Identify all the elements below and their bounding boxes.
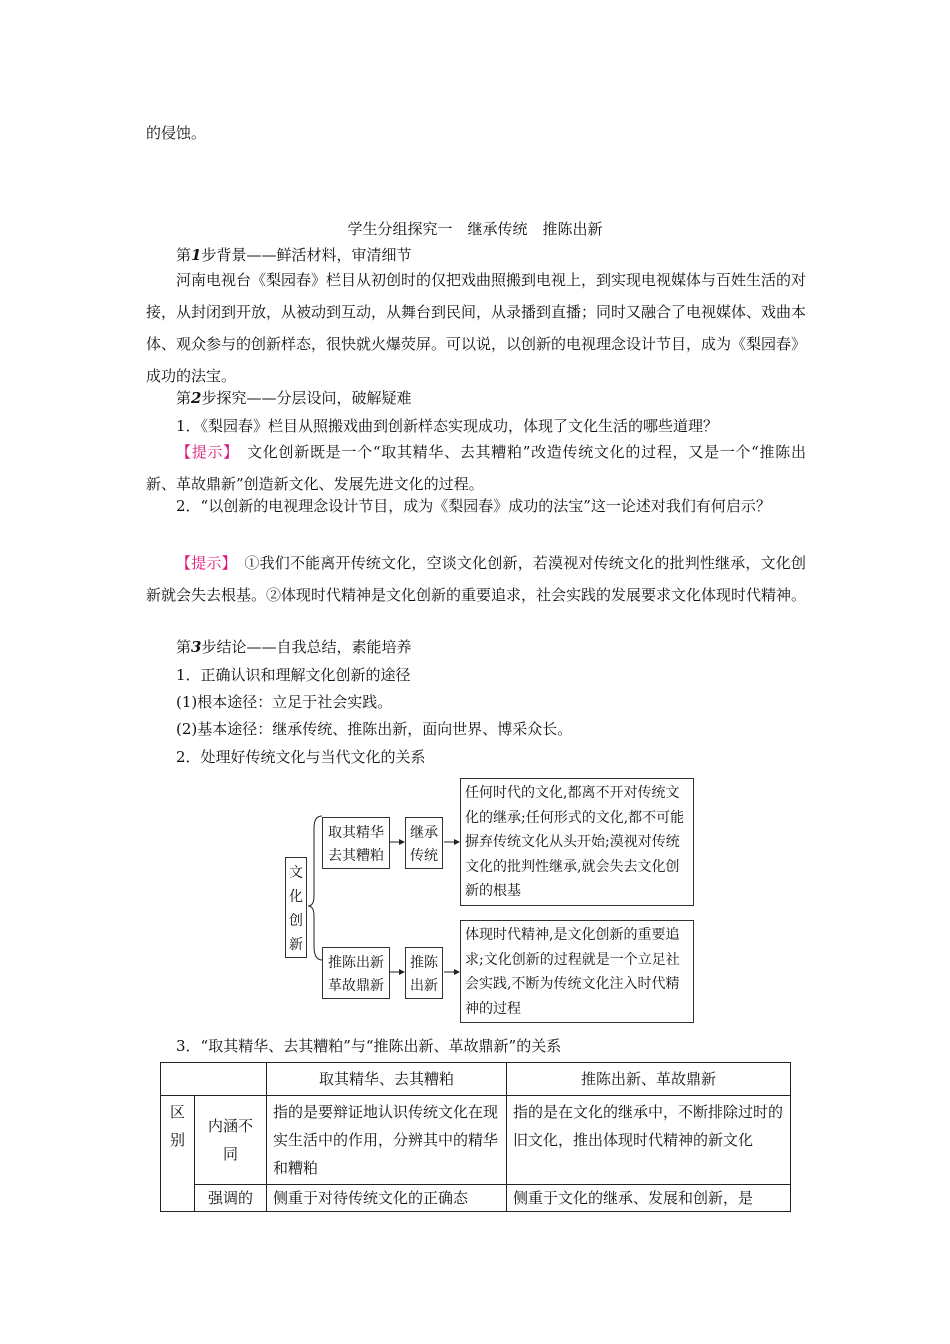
step1-prefix: 第 bbox=[176, 246, 192, 264]
table-row bbox=[161, 1096, 791, 1185]
node-renew: 推陈出新革故鼎新 bbox=[322, 947, 390, 999]
table-cell: 侧重于对待传统文化的正确态 bbox=[267, 1185, 507, 1212]
hint-label: 【提示】 bbox=[176, 554, 230, 572]
node-innovate: 推陈出新 bbox=[405, 947, 443, 999]
table-header: 取其精华、去其糟粕 bbox=[267, 1063, 507, 1096]
section-title: 学生分组探究一 继承传统 推陈出新 bbox=[347, 220, 603, 238]
table-cell: 指的是在文化的继承中，不断排除过时的旧文化，推出体现时代精神的新文化 bbox=[507, 1096, 791, 1185]
answer-1-text: 文化创新既是一个“取其精华、去其糟粕”改造传统文化的过程，又是一个“推陈出新、革故鼎新”创造新文化、发展先进文化的过程。 bbox=[146, 443, 806, 493]
step3-prefix: 第 bbox=[176, 638, 192, 656]
table-header: 推陈出新、革故鼎新 bbox=[507, 1063, 791, 1096]
comparison-table bbox=[160, 1062, 791, 1212]
background-paragraph: 河南电视台《梨园春》栏目从初创时的仅把戏曲照搬到电视上，到实现电视媒体与百姓生活的对接，从封闭到开放，从被动到互动，从舞台到民间，从录播到直播；同时又融合了电视媒体、戏曲本体、观众参与的创新样态，很快就火爆荧屏。可以说，以创新的电视理念设计节目，成为《梨园春》成功的法宝。 bbox=[146, 271, 807, 385]
hint-label: 【提示】 bbox=[176, 443, 232, 461]
conclusion-3: 3．“取其精华、去其糟粕”与“推陈出新、革故鼎新”的关系 bbox=[176, 1037, 562, 1055]
table-cell: 侧重于文化的继承、发展和创新，是 bbox=[507, 1185, 791, 1212]
table-cell: 指的是要辩证地认识传统文化在现实生活中的作用，分辨其中的精华和糟粕 bbox=[267, 1096, 507, 1185]
node-refine-tradition: 取其精华去其糟粕 bbox=[322, 817, 390, 869]
conclusion-1: 1．正确认识和理解文化创新的途径 bbox=[176, 666, 411, 684]
table-row bbox=[161, 1185, 791, 1212]
root-char: 文 bbox=[289, 865, 303, 881]
question-2: 2．“以创新的电视理念设计节目，成为《梨园春》成功的法宝”这一论述对我们有何启示？ bbox=[176, 497, 771, 515]
root-char: 新 bbox=[289, 937, 303, 953]
step1-title: 步背景——鲜活材料，审清细节 bbox=[201, 246, 412, 264]
node-innovate-explanation: 体现时代精神,是文化创新的重要追求;文化创新的过程就是一个立足社会实践,不断为传统文化注入时代精神的过程 bbox=[460, 920, 694, 1023]
brace bbox=[308, 816, 322, 960]
row-label: 强调的 bbox=[195, 1185, 267, 1212]
step1-number: 1 bbox=[191, 246, 202, 264]
root-char: 创 bbox=[289, 913, 303, 929]
group-label: 区别 bbox=[161, 1096, 195, 1212]
step2-prefix: 第 bbox=[176, 389, 192, 407]
step3-title: 步结论——自我总结，素能培养 bbox=[201, 638, 412, 656]
answer-2-text: ①我们不能离开传统文化，空谈文化创新，若漠视对传统文化的批判性继承，文化创新就会失去根基。②体现时代精神是文化创新的重要追求，社会实践的发展要求文化体现时代精神。 bbox=[146, 554, 807, 604]
step2-title: 步探究——分层设问，破解疑难 bbox=[201, 389, 412, 407]
question-1: 1．《梨园春》栏目从照搬戏曲到创新样态实现成功，体现了文化生活的哪些道理？ bbox=[176, 417, 719, 435]
table-corner-cell bbox=[161, 1063, 267, 1096]
continued-text: 的侵蚀。 bbox=[146, 124, 207, 142]
conclusion-1b: (2)基本途径：继承传统、推陈出新，面向世界、博采众长。 bbox=[176, 720, 573, 738]
conclusion-1a: (1)根本途径：立足于社会实践。 bbox=[176, 693, 393, 711]
row-label: 内涵不同 bbox=[195, 1096, 267, 1185]
step2-number: 2 bbox=[191, 389, 202, 407]
root-char: 化 bbox=[289, 889, 303, 905]
node-inherit-explanation: 任何时代的文化,都离不开对传统文化的继承;任何形式的文化,都不可能摒弃传统文化从头开始;漠视对传统文化的批判性继承,就会失去文化创新的根基 bbox=[460, 778, 694, 906]
conclusion-2: 2．处理好传统文化与当代文化的关系 bbox=[176, 748, 426, 766]
node-inherit-tradition: 继承传统 bbox=[405, 817, 443, 869]
step3-number: 3 bbox=[191, 638, 202, 656]
root-node bbox=[285, 857, 307, 958]
table-header-row bbox=[161, 1063, 791, 1096]
